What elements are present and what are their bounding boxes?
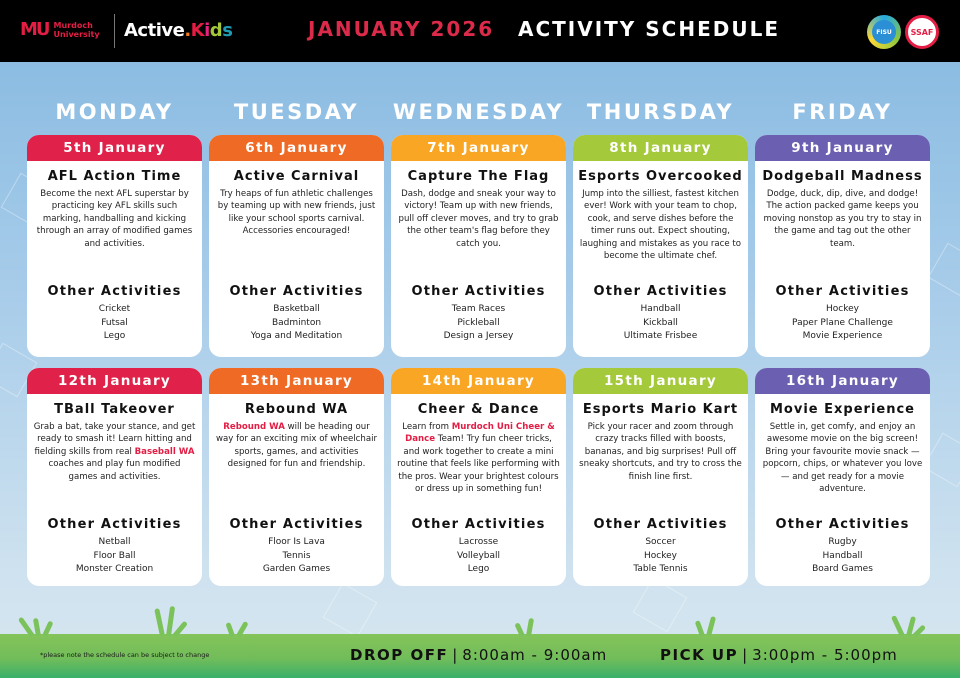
- separator: |: [742, 646, 749, 664]
- other-activity-item: Kickball: [643, 317, 678, 328]
- active-kids-logo: [124, 20, 232, 41]
- active-kids-letter: i: [204, 20, 210, 41]
- activity-card-monday-week1: [27, 135, 202, 357]
- other-activity-item: Table Tennis: [633, 564, 688, 574]
- other-activity-item: Ultimate Frisbee: [623, 331, 698, 341]
- card-date: 6th January: [209, 135, 384, 161]
- other-activity-item: Tennis: [282, 550, 311, 561]
- other-activity-item: Design a Jersey: [443, 331, 514, 341]
- drop-off-times: [350, 646, 607, 664]
- card-title: TBall Takeover: [54, 402, 175, 417]
- activity-card-wednesday-week2: [391, 368, 566, 586]
- active-kids-letter: K: [190, 20, 205, 41]
- other-activity-item: Volleyball: [456, 550, 501, 561]
- desc-text: Settle in, get comfy, and enjoy an awesome movie on the big screen! Bring your favourite movie snack — popcorn, chips, or whatever you love — and get ready for a movie adventure.: [762, 422, 923, 495]
- other-activity-item: Movie Experience: [802, 331, 883, 341]
- other-activity-item: Cricket: [98, 304, 131, 314]
- fisu-badge-label: FISU: [872, 20, 896, 44]
- other-activities-list: [755, 536, 930, 577]
- fisu-badge-icon: [867, 15, 901, 49]
- desc-text: Learn from: [402, 422, 452, 432]
- mu-logo-mark: MU: [20, 19, 49, 40]
- card-description: Become the next AFL superstar by practicing key AFL skills such marking, handballing and kicking through an array of modified games and activities.: [36, 189, 193, 249]
- other-activity-item: Hockey: [826, 304, 859, 314]
- other-activity-item: Team Races: [451, 304, 506, 314]
- card-description: [391, 417, 566, 515]
- card-title: AFL Action Time: [47, 169, 182, 184]
- desc-text: Grab a bat, take your stance, and get ready to smash it! Learn hitting and fielding skills from real: [33, 422, 196, 457]
- desc-text: coaches and play fun modified games and activities.: [48, 459, 181, 482]
- drop-off-label: DROP OFF: [350, 646, 449, 664]
- card-title: Rebound WA: [244, 402, 349, 417]
- activity-card-friday-week1: [755, 135, 930, 357]
- pick-up-times: [660, 646, 898, 664]
- mu-name-line2: University: [53, 29, 100, 39]
- other-activity-item: Badminton: [271, 317, 322, 328]
- other-activity-item: Floor Is Lava: [268, 537, 325, 547]
- card-date: 15th January: [573, 368, 748, 394]
- other-activity-item: Handball: [640, 304, 681, 314]
- pick-up-time: 3:00pm - 5:00pm: [752, 646, 898, 664]
- ssaf-badge-icon: [905, 15, 939, 49]
- other-activities-list: [391, 536, 566, 577]
- other-activities-heading: Other Activities: [593, 284, 728, 299]
- card-description: Try heaps of fun athletic challenges by teaming up with new friends, just like your school sports carnival. Accessories encouraged!: [217, 189, 376, 237]
- active-kids-active: Active: [124, 20, 185, 41]
- day-label-wednesday: WEDNESDAY: [392, 100, 565, 124]
- ssaf-badge-label: SSAF: [910, 27, 934, 37]
- card-description: Dash, dodge and sneak your way to victory! Team up with new friends, pull off clever moves, and try to grab the other team's flag before they catch you.: [398, 189, 559, 249]
- other-activity-item: Lego: [103, 331, 126, 341]
- hexagon-decoration: [928, 243, 960, 298]
- other-activity-item: Soccer: [645, 537, 676, 547]
- desc-highlight-partner: Baseball WA: [134, 446, 195, 457]
- hexagon-decoration: [323, 583, 378, 638]
- other-activities-list: [391, 303, 566, 344]
- card-description: [209, 417, 384, 515]
- other-activities-list: [573, 536, 748, 577]
- activity-card-tuesday-week1: [209, 135, 384, 357]
- card-title: Active Carnival: [233, 169, 360, 184]
- murdoch-university-logo: [20, 19, 100, 40]
- card-title: Cheer & Dance: [417, 402, 540, 417]
- other-activities-list: [209, 303, 384, 344]
- other-activity-item: Yoga and Meditation: [250, 331, 343, 341]
- card-date: 16th January: [755, 368, 930, 394]
- card-title: Esports Mario Kart: [582, 402, 739, 417]
- other-activities-heading: Other Activities: [229, 284, 364, 299]
- desc-text: Pick your racer and zoom through crazy tracks filled with boosts, bananas, and big surprises! Pull off sneaky shortcuts, and try to cross the finish line first.: [579, 422, 742, 482]
- separator: |: [452, 646, 459, 664]
- card-description: Dodge, duck, dip, dive, and dodge! The action packed game keeps you moving nonstop as you try to stay in the game and tag out the other team.: [763, 189, 922, 249]
- card-date: 12th January: [27, 368, 202, 394]
- desc-text: Team! Try fun cheer tricks, and work together to create a mini routine that feels like performing with the pros. Wear your brightest colours or dress up in something fun!: [397, 434, 560, 495]
- other-activity-item: Rugby: [828, 537, 857, 547]
- other-activity-item: Garden Games: [262, 564, 331, 574]
- pick-up-label: PICK UP: [660, 646, 739, 664]
- other-activities-heading: Other Activities: [47, 284, 182, 299]
- other-activities-list: [27, 536, 202, 577]
- logo-divider: [114, 14, 115, 48]
- other-activities-heading: Other Activities: [229, 517, 364, 532]
- other-activities-list: [755, 303, 930, 344]
- day-label-monday: MONDAY: [55, 100, 174, 124]
- other-activity-item: Lego: [467, 564, 490, 574]
- card-date: 14th January: [391, 368, 566, 394]
- activity-card-tuesday-week2: [209, 368, 384, 586]
- mu-name-line1: Murdoch: [53, 20, 93, 30]
- active-kids-letter: s: [222, 20, 233, 41]
- other-activity-item: Pickleball: [457, 317, 500, 328]
- other-activity-item: Futsal: [101, 317, 128, 328]
- active-kids-letter: d: [209, 20, 223, 41]
- day-label-friday: FRIDAY: [792, 100, 893, 124]
- other-activity-item: Hockey: [644, 550, 677, 561]
- other-activity-item: Board Games: [812, 564, 873, 574]
- desc-text: will be heading our way for an exciting mix of wheelchair sports, games, and activities designed for fun and friendship.: [215, 422, 378, 470]
- other-activity-item: Handball: [822, 550, 863, 561]
- other-activity-item: Monster Creation: [75, 564, 154, 574]
- active-kids-dot: .: [184, 20, 191, 41]
- card-title: Movie Experience: [770, 402, 915, 417]
- card-date: 7th January: [391, 135, 566, 161]
- other-activity-item: Paper Plane Challenge: [792, 317, 893, 328]
- other-activities-heading: Other Activities: [47, 517, 182, 532]
- day-label-thursday: THURSDAY: [586, 100, 735, 124]
- card-title: Esports Overcooked: [578, 169, 743, 184]
- other-activities-heading: Other Activities: [775, 284, 910, 299]
- card-description: Jump into the silliest, fastest kitchen ever! Work with your team to chop, cook, and serve dishes before the timer runs out. Expect shouting, laughing and mistakes as you race to become the ultimate chef.: [579, 189, 742, 262]
- other-activities-heading: Other Activities: [593, 517, 728, 532]
- activity-card-thursday-week1: [573, 135, 748, 357]
- card-description: [755, 417, 930, 515]
- card-date: 9th January: [755, 135, 930, 161]
- card-date: 8th January: [573, 135, 748, 161]
- other-activity-item: Floor Ball: [93, 550, 136, 561]
- card-description: [573, 417, 748, 515]
- other-activities-heading: Other Activities: [411, 517, 546, 532]
- card-title: Dodgeball Madness: [762, 169, 923, 184]
- other-activities-heading: Other Activities: [411, 284, 546, 299]
- other-activities-list: [209, 536, 384, 577]
- other-activity-item: Lacrosse: [458, 537, 499, 547]
- day-label-tuesday: TUESDAY: [233, 100, 360, 124]
- desc-highlight-partner: Rebound WA: [223, 422, 285, 432]
- other-activities-list: [573, 303, 748, 344]
- other-activities-list: [27, 303, 202, 344]
- activity-card-wednesday-week1: [391, 135, 566, 357]
- activity-card-friday-week2: [755, 368, 930, 586]
- header-bar: [0, 0, 960, 62]
- activity-card-monday-week2: [27, 368, 202, 586]
- schedule-change-note: *please note the schedule can be subject to change: [40, 651, 210, 659]
- other-activities-heading: Other Activities: [775, 517, 910, 532]
- activity-card-thursday-week2: [573, 368, 748, 586]
- schedule-month: JANUARY 2026: [308, 17, 495, 41]
- card-date: 5th January: [27, 135, 202, 161]
- card-date: 13th January: [209, 368, 384, 394]
- other-activity-item: Netball: [98, 537, 131, 547]
- other-activity-item: Basketball: [273, 304, 320, 314]
- drop-off-time: 8:00am - 9:00am: [462, 646, 608, 664]
- desc-highlight-partner: Murdoch Uni Cheer & Dance: [405, 422, 555, 445]
- mu-logo-text: [54, 21, 100, 39]
- page-title: ACTIVITY SCHEDULE: [518, 17, 780, 41]
- card-title: Capture The Flag: [407, 169, 550, 184]
- card-description: [27, 417, 202, 515]
